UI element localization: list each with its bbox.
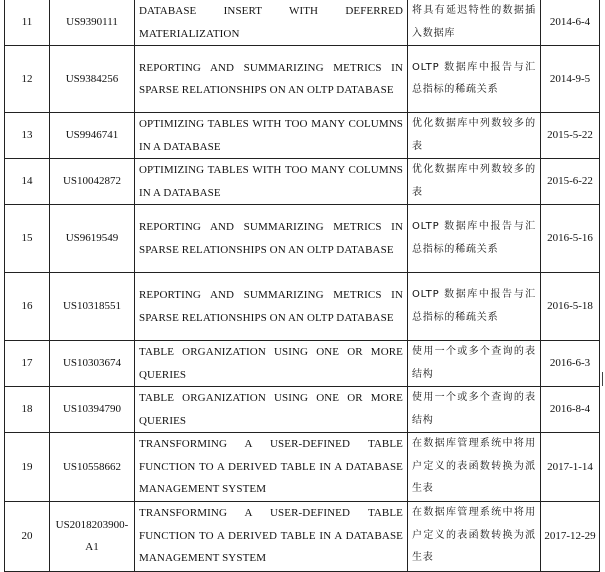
table-row xyxy=(5,387,600,433)
table-row xyxy=(5,159,600,205)
filing-date: 2016-5-16 xyxy=(541,205,600,273)
row-number: 15 xyxy=(5,205,50,273)
patent-title: REPORTING AND SUMMARIZING METRICS IN SPARSE RELATIONSHIPS ON AN OLTP DATABASE xyxy=(135,205,408,273)
patent-number: US10318551 xyxy=(50,273,135,341)
row-number: 17 xyxy=(5,341,50,387)
patent-title-zh: OLTP 数据库中报告与汇总指标的稀疏关系 xyxy=(408,273,541,341)
patent-title: TABLE ORGANIZATION USING ONE OR MORE QUERIES xyxy=(135,341,408,387)
filing-date: 2014-6-4 xyxy=(541,0,600,46)
patent-title-zh: 在数据库管理系统中将用户定义的表函数转换为派生表 xyxy=(408,433,541,502)
patent-title: DATABASE INSERT WITH DEFERRED MATERIALIZATION xyxy=(135,0,408,46)
table-row xyxy=(5,501,600,571)
filing-date: 2017-12-29 xyxy=(541,501,600,571)
filing-date: 2015-6-22 xyxy=(541,159,600,205)
patent-title-zh: 优化数据库中列数较多的表 xyxy=(408,113,541,159)
table-row xyxy=(5,205,600,273)
patent-title: TRANSFORMING A USER-DEFINED TABLE FUNCTION TO A DERIVED TABLE IN A DATABASE MANAGEMENT SYSTEM xyxy=(135,501,408,571)
filing-date: 2014-9-5 xyxy=(541,46,600,113)
patent-title: REPORTING AND SUMMARIZING METRICS IN SPARSE RELATIONSHIPS ON AN OLTP DATABASE xyxy=(135,46,408,113)
filing-date: 2016-6-3 xyxy=(541,341,600,387)
row-number: 12 xyxy=(5,46,50,113)
patent-title-zh: 使用一个或多个查询的表结构 xyxy=(408,341,541,387)
table-row xyxy=(5,341,600,387)
patent-title: OPTIMIZING TABLES WITH TOO MANY COLUMNS IN A DATABASE xyxy=(135,159,408,205)
filing-date: 2015-5-22 xyxy=(541,113,600,159)
patent-table xyxy=(4,0,600,572)
patent-title-zh: 优化数据库中列数较多的表 xyxy=(408,159,541,205)
patent-number: US9384256 xyxy=(50,46,135,113)
patent-title: OPTIMIZING TABLES WITH TOO MANY COLUMNS IN A DATABASE xyxy=(135,113,408,159)
patent-number: US9390111 xyxy=(50,0,135,46)
patent-number: US9946741 xyxy=(50,113,135,159)
patent-number: US10042872 xyxy=(50,159,135,205)
row-number: 11 xyxy=(5,0,50,46)
row-number: 14 xyxy=(5,159,50,205)
row-number: 19 xyxy=(5,433,50,502)
patent-title-zh: OLTP 数据库中报告与汇总指标的稀疏关系 xyxy=(408,46,541,113)
table-row xyxy=(5,433,600,502)
patent-title-zh: 在数据库管理系统中将用户定义的表函数转换为派生表 xyxy=(408,501,541,571)
patent-title-zh: OLTP 数据库中报告与汇总指标的稀疏关系 xyxy=(408,205,541,273)
patent-number: US10558662 xyxy=(50,433,135,502)
patent-number: US9619549 xyxy=(50,205,135,273)
patent-title-zh: 将具有延迟特性的数据插入数据库 xyxy=(408,0,541,46)
table-row xyxy=(5,113,600,159)
patent-title: TABLE ORGANIZATION USING ONE OR MORE QUERIES xyxy=(135,387,408,433)
patent-table-body xyxy=(5,0,600,571)
row-number: 16 xyxy=(5,273,50,341)
filing-date: 2017-1-14 xyxy=(541,433,600,502)
patent-number: US10303674 xyxy=(50,341,135,387)
table-row xyxy=(5,273,600,341)
row-number: 13 xyxy=(5,113,50,159)
filing-date: 2016-8-4 xyxy=(541,387,600,433)
patent-number: US10394790 xyxy=(50,387,135,433)
patent-number: US2018203900-A1 xyxy=(50,501,135,571)
patent-title-zh: 使用一个或多个查询的表结构 xyxy=(408,387,541,433)
table-row xyxy=(5,0,600,46)
patent-title: TRANSFORMING A USER-DEFINED TABLE FUNCTION TO A DERIVED TABLE IN A DATABASE MANAGEMENT SYSTEM xyxy=(135,433,408,502)
table-row xyxy=(5,46,600,113)
row-number: 20 xyxy=(5,501,50,571)
patent-title: REPORTING AND SUMMARIZING METRICS IN SPARSE RELATIONSHIPS ON AN OLTP DATABASE xyxy=(135,273,408,341)
row-number: 18 xyxy=(5,387,50,433)
filing-date: 2016-5-18 xyxy=(541,273,600,341)
